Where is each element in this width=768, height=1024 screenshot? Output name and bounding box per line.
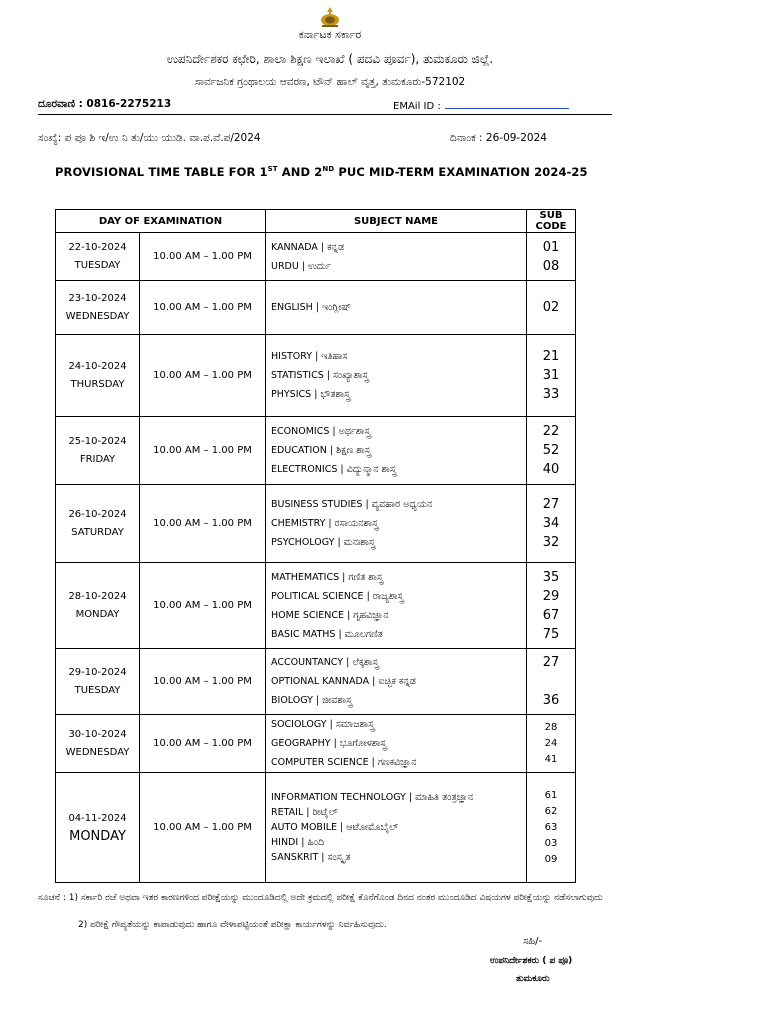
note-2: 2) ಪರೀಕ್ಷೆ ಗೌಪ್ಯತೆಯನ್ನು ಕಾಪಾಡುವುದು ಹಾಗೂ ವೇಳಾಪಟ್ಟಿಯಂತೆ ಪರೀಕ್ಷಾ ಕಾರ್ಯಗಳನ್ನು ನಿರ್ವಹಿಸುವುದು. bbox=[78, 920, 387, 930]
exam-time: 10.00 AM – 1.00 PM bbox=[140, 563, 266, 649]
subject-cell bbox=[266, 233, 527, 281]
sub-code: 22 bbox=[542, 424, 560, 439]
table-row bbox=[56, 715, 576, 773]
page-title: PROVISIONAL TIME TABLE FOR 1ST AND 2ND PUC MID-TERM EXAMINATION 2024-25 bbox=[55, 165, 588, 179]
table-row bbox=[56, 649, 576, 715]
subject-name: SANSKRIT | ಸಂಸ್ಕೃತ bbox=[271, 852, 351, 863]
sub-code-cell bbox=[527, 773, 576, 883]
subject-name: EDUCATION | ಶಿಕ್ಷಣ ಶಾಸ್ತ್ರ bbox=[271, 445, 371, 456]
sub-code: 27 bbox=[542, 655, 560, 670]
subject-name: GEOGRAPHY | ಭೂಗೋಳಶಾಸ್ತ್ರ bbox=[271, 738, 387, 749]
exam-time: 10.00 AM – 1.00 PM bbox=[140, 773, 266, 883]
sub-code: 28 bbox=[544, 721, 558, 733]
subject-cell bbox=[266, 485, 527, 563]
exam-timetable bbox=[55, 209, 576, 883]
subject-name: HISTORY | ಇತಿಹಾಸ bbox=[271, 351, 348, 362]
header-divider bbox=[38, 114, 612, 115]
reference-number: ಸಂಖ್ಯೆ: ಪ ಪೂ ಶಿ ಇ/ಉ ನಿ ತು/ಯು ಯುಡಿ. ವಾ.ಪ.ವೆ.ಪ/2024 bbox=[38, 132, 261, 144]
sub-code-cell bbox=[527, 417, 576, 485]
sub-code: 34 bbox=[542, 516, 560, 531]
subject-cell bbox=[266, 417, 527, 485]
exam-time: 10.00 AM – 1.00 PM bbox=[140, 335, 266, 417]
sub-code: 40 bbox=[542, 462, 560, 477]
subject-name: MATHEMATICS | ಗಣಿತ ಶಾಸ್ತ್ರ bbox=[271, 571, 383, 583]
exam-date: 29-10-2024 bbox=[68, 666, 127, 678]
table-row bbox=[56, 485, 576, 563]
email-blank-link[interactable] bbox=[445, 98, 569, 109]
sub-code: 52 bbox=[542, 443, 560, 458]
subject-name: SOCIOLOGY | ಸಮಾಜಶಾಸ್ತ್ರ bbox=[271, 719, 375, 730]
subject-name: STATISTICS | ಸಂಖ್ಯಾಶಾಸ್ತ್ರ bbox=[271, 370, 369, 381]
exam-date: 30-10-2024 bbox=[68, 728, 127, 740]
sub-code: 31 bbox=[542, 368, 560, 383]
exam-time: 10.00 AM – 1.00 PM bbox=[140, 715, 266, 773]
signature-designation: ಉಪನಿರ್ದೇಶಕರು ( ಪ ಪೂ) bbox=[490, 956, 573, 966]
note-1: ಸೂಚನೆ : 1) ಸರ್ಕಾರಿ ರಜೆ ಅಥವಾ ಇತರ ಕಾರಣಗಳಿಂದ ಪರೀಕ್ಷೆಯನ್ನು ಮುಂದೂಡಿದಲ್ಲಿ ಅದೇ ಕ್ರಮದಲ್ಲಿ ಪರೀಕ್ಷೆ ಕೊನೆಗೊಂಡ ದಿನದ ನಂತರ ಮುಂದೂಡಿದ ವಿಷಯಗಳ ಪರೀಕ್ಷೆಯನ್ನು ನಡೆಸಲಾಗುವುದು bbox=[38, 893, 603, 903]
subject-name: HINDI | ಹಿಂದಿ bbox=[271, 837, 325, 848]
exam-day-cell bbox=[56, 281, 140, 335]
subject-name: AUTO MOBILE | ಆಟೋಮೊಬೈಲ್ bbox=[271, 822, 399, 833]
sub-code: 61 bbox=[544, 789, 558, 801]
exam-date: 26-10-2024 bbox=[68, 508, 127, 520]
exam-time: 10.00 AM – 1.00 PM bbox=[140, 281, 266, 335]
subject-name: URDU | ಉರ್ದು bbox=[271, 260, 331, 272]
sub-code: 75 bbox=[542, 626, 560, 642]
sub-code: 27 bbox=[542, 497, 560, 512]
subject-cell bbox=[266, 281, 527, 335]
subject-name: ENGLISH | ಇಂಗ್ಲೀಷ್ bbox=[271, 302, 351, 313]
sub-code-cell bbox=[527, 485, 576, 563]
subject-name: HOME SCIENCE | ಗೃಹವಿಜ್ಞಾನ bbox=[271, 609, 389, 621]
exam-date: 22-10-2024 bbox=[68, 241, 127, 253]
subject-name: BASIC MATHS | ಮೂಲಗಣಿತ bbox=[271, 628, 383, 640]
table-row bbox=[56, 233, 576, 281]
exam-weekday: TUESDAY bbox=[74, 259, 121, 271]
exam-date: 25-10-2024 bbox=[68, 435, 127, 447]
sub-code: 33 bbox=[542, 387, 560, 402]
sub-code: 21 bbox=[542, 349, 560, 364]
subject-cell bbox=[266, 715, 527, 773]
subject-name: COMPUTER SCIENCE | ಗಣಕವಿಜ್ಞಾನ bbox=[271, 757, 417, 768]
email-id bbox=[393, 98, 569, 112]
header-day: DAY OF EXAMINATION bbox=[56, 210, 266, 233]
subject-name: PSYCHOLOGY | ಮನಃಶಾಸ್ತ್ರ bbox=[271, 537, 376, 548]
sub-code-cell bbox=[527, 281, 576, 335]
sub-code-cell bbox=[527, 563, 576, 649]
exam-day-cell bbox=[56, 335, 140, 417]
header-code: SUB CODE bbox=[527, 210, 576, 233]
exam-day-cell bbox=[56, 649, 140, 715]
subject-cell bbox=[266, 335, 527, 417]
exam-time: 10.00 AM – 1.00 PM bbox=[140, 417, 266, 485]
subject-cell bbox=[266, 563, 527, 649]
sub-code: 32 bbox=[542, 535, 560, 550]
signature-place: ತುಮಕೂರು bbox=[516, 974, 550, 984]
exam-time: 10.00 AM – 1.00 PM bbox=[140, 649, 266, 715]
exam-weekday: WEDNESDAY bbox=[65, 310, 130, 322]
table-row bbox=[56, 773, 576, 883]
signature-sd: ಸಹಿ/- bbox=[523, 936, 543, 947]
exam-day-cell bbox=[56, 563, 140, 649]
email-label: EMAil ID : bbox=[393, 101, 441, 112]
government-name: ಕರ್ನಾಟಕ ಸರ್ಕಾರ bbox=[298, 28, 362, 41]
table-row bbox=[56, 281, 576, 335]
table-header-row bbox=[56, 210, 576, 233]
sub-code-cell bbox=[527, 233, 576, 281]
subject-cell bbox=[266, 773, 527, 883]
subject-name: ELECTRONICS | ವಿದ್ಯುನ್ಮಾನ ಶಾಸ್ತ್ರ bbox=[271, 464, 397, 475]
subject-name: BUSINESS STUDIES | ವ್ಯವಹಾರ ಅಧ್ಯಯನ bbox=[271, 499, 433, 510]
sub-code: 29 bbox=[542, 588, 560, 604]
exam-day-cell bbox=[56, 233, 140, 281]
sub-code: 62 bbox=[544, 805, 558, 817]
sub-code: 67 bbox=[542, 607, 560, 623]
header-subject: SUBJECT NAME bbox=[266, 210, 527, 233]
table-row bbox=[56, 563, 576, 649]
sub-code: 63 bbox=[544, 821, 558, 833]
exam-weekday: TUESDAY bbox=[74, 684, 121, 696]
subject-name: POLITICAL SCIENCE | ರಾಜ್ಯಶಾಸ್ತ್ರ bbox=[271, 590, 404, 602]
subject-name: CHEMISTRY | ರಸಾಯನಶಾಸ್ತ್ರ bbox=[271, 518, 379, 529]
subject-name: PHYSICS | ಭೌತಶಾಸ್ತ್ರ bbox=[271, 389, 351, 400]
subject-name: ECONOMICS | ಅರ್ಥಶಾಸ್ತ್ರ bbox=[271, 426, 371, 437]
exam-weekday: FRIDAY bbox=[79, 453, 116, 465]
sub-code: 03 bbox=[544, 837, 558, 849]
exam-date: 23-10-2024 bbox=[68, 292, 127, 304]
sub-code-cell bbox=[527, 649, 576, 715]
exam-day-cell bbox=[56, 773, 140, 883]
exam-day-cell bbox=[56, 715, 140, 773]
sub-code: 01 bbox=[542, 239, 560, 255]
subject-name: RETAIL | ರೀಟೈಲ್ bbox=[271, 807, 338, 818]
exam-weekday: WEDNESDAY bbox=[65, 746, 130, 758]
document-date: ದಿನಾಂಕ : 26-09-2024 bbox=[450, 132, 547, 144]
sub-code: 41 bbox=[544, 753, 558, 765]
exam-day-cell bbox=[56, 485, 140, 563]
office-address: ಸಾರ್ವಜನಿಕ ಗ್ರಂಥಾಲಯ ಆವರಣ, ಟೌನ್ ಹಾಲ್ ವೃತ್ತ, ತುಮಕೂರು-572102 bbox=[194, 76, 466, 88]
sub-code: 09 bbox=[544, 853, 558, 865]
table-row bbox=[56, 335, 576, 417]
sub-code: 24 bbox=[544, 737, 558, 749]
subject-cell bbox=[266, 649, 527, 715]
exam-date: 24-10-2024 bbox=[68, 360, 127, 372]
exam-date: 28-10-2024 bbox=[68, 590, 127, 602]
sub-code: 08 bbox=[542, 258, 560, 274]
exam-date: 04-11-2024 bbox=[68, 812, 127, 824]
exam-weekday: SATURDAY bbox=[71, 526, 124, 538]
exam-weekday: THURSDAY bbox=[70, 378, 125, 390]
sub-code-cell bbox=[527, 715, 576, 773]
sub-code-cell bbox=[527, 335, 576, 417]
sub-code: 36 bbox=[542, 693, 560, 708]
office-name: ಉಪನಿರ್ದೇಶಕರ ಕಛೇರಿ, ಶಾಲಾ ಶಿಕ್ಷಣ ಇಲಾಖೆ ( ಪದವಿ ಪೂರ್ವ), ತುಮಕೂರು ಜಿಲ್ಲೆ. bbox=[166, 52, 494, 66]
exam-weekday: MONDAY bbox=[69, 828, 126, 844]
phone-number: ದೂರವಾಣಿ : 0816-2275213 bbox=[38, 98, 172, 110]
table-row bbox=[56, 417, 576, 485]
sub-code: 35 bbox=[542, 569, 560, 585]
exam-day-cell bbox=[56, 417, 140, 485]
subject-name: BIOLOGY | ಜೀವಶಾಸ್ತ್ರ bbox=[271, 695, 353, 706]
sub-code bbox=[532, 672, 570, 691]
exam-time: 10.00 AM – 1.00 PM bbox=[140, 233, 266, 281]
subject-name: OPTIONAL KANNADA | ಐಚ್ಛಿಕ ಕನ್ನಡ bbox=[271, 676, 416, 687]
subject-name: INFORMATION TECHNOLOGY | ಮಾಹಿತಿ ತಂತ್ರಜ್ಞಾನ bbox=[271, 792, 474, 803]
subject-name: KANNADA | ಕನ್ನಡ bbox=[271, 241, 345, 253]
karnataka-emblem-icon bbox=[318, 6, 342, 28]
exam-time: 10.00 AM – 1.00 PM bbox=[140, 485, 266, 563]
exam-weekday: MONDAY bbox=[75, 608, 120, 620]
subject-name: ACCOUNTANCY | ಲೆಕ್ಕಶಾಸ್ತ್ರ bbox=[271, 657, 379, 668]
sub-code: 02 bbox=[542, 300, 560, 315]
